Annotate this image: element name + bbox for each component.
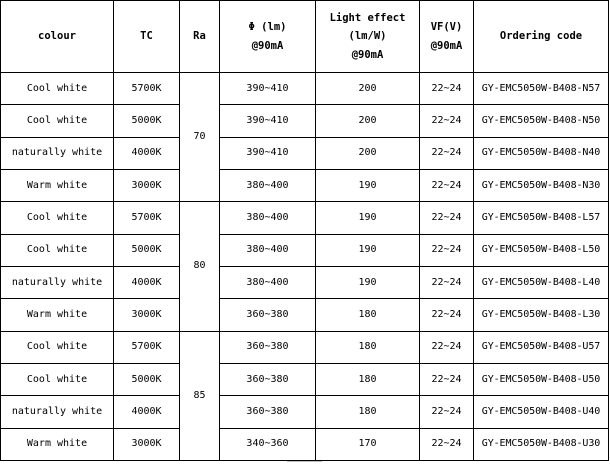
cell-vf: 22~24 [420, 169, 474, 201]
table-row [1, 299, 609, 331]
cell-colour: naturally white [1, 266, 114, 298]
cell-ordering-code: GY-EMC5050W-B408-L30 [474, 299, 609, 331]
cell-colour: naturally white [1, 137, 114, 169]
cell-ordering-code: GY-EMC5050W-B408-N50 [474, 105, 609, 137]
cell-colour: Cool white [1, 202, 114, 234]
cell-effect: 180 [316, 363, 420, 395]
cell-effect: 200 [316, 137, 420, 169]
cell-flux: 360~380 [220, 331, 316, 363]
cell-tc: 3000K [114, 299, 180, 331]
cell-effect: 170 [316, 428, 420, 460]
cell-ordering-code: GY-EMC5050W-B408-U30 [474, 428, 609, 460]
cell-colour: Cool white [1, 331, 114, 363]
cell-tc: 4000K [114, 396, 180, 428]
cell-tc: 3000K [114, 169, 180, 201]
cell-flux: 340~360 [220, 428, 316, 460]
table-row [1, 105, 609, 137]
cell-tc: 5000K [114, 363, 180, 395]
cell-ra: 85 [180, 331, 220, 460]
cell-colour: Cool white [1, 105, 114, 137]
cell-flux: 380~400 [220, 169, 316, 201]
cell-colour: Warm white [1, 169, 114, 201]
cell-tc: 3000K [114, 428, 180, 460]
cell-ordering-code: GY-EMC5050W-B408-N57 [474, 73, 609, 105]
cell-vf: 22~24 [420, 396, 474, 428]
header-vf: VF(V) @90mA [420, 1, 474, 73]
table-row [1, 137, 609, 169]
cell-vf: 22~24 [420, 299, 474, 331]
cell-effect: 200 [316, 73, 420, 105]
cell-colour: Cool white [1, 73, 114, 105]
cell-tc: 5000K [114, 234, 180, 266]
table-row [1, 266, 609, 298]
cell-ra: 80 [180, 202, 220, 331]
cell-tc: 4000K [114, 137, 180, 169]
cell-flux: 380~400 [220, 202, 316, 234]
cell-tc: 5700K [114, 331, 180, 363]
cell-effect: 180 [316, 331, 420, 363]
cell-effect: 190 [316, 169, 420, 201]
table-row [1, 363, 609, 395]
cell-flux: 360~380 [220, 363, 316, 395]
cell-vf: 22~24 [420, 73, 474, 105]
cell-vf: 22~24 [420, 137, 474, 169]
table-row [1, 234, 609, 266]
cell-flux: 380~400 [220, 266, 316, 298]
cell-ordering-code: GY-EMC5050W-B408-L50 [474, 234, 609, 266]
table-edge-fragment [287, 461, 322, 465]
cell-tc: 4000K [114, 266, 180, 298]
cell-flux: 360~380 [220, 299, 316, 331]
cell-flux: 380~400 [220, 234, 316, 266]
header-light-effect: Light effect (lm/W) @90mA [316, 1, 420, 73]
cell-ordering-code: GY-EMC5050W-B408-N40 [474, 137, 609, 169]
cell-colour: naturally white [1, 396, 114, 428]
cell-ordering-code: GY-EMC5050W-B408-U40 [474, 396, 609, 428]
header-row [1, 1, 609, 73]
cell-vf: 22~24 [420, 234, 474, 266]
cell-tc: 5700K [114, 73, 180, 105]
header-colour: colour [1, 1, 114, 73]
cell-colour: Warm white [1, 299, 114, 331]
cell-ordering-code: GY-EMC5050W-B408-N30 [474, 169, 609, 201]
header-flux: Φ (lm) @90mA [220, 1, 316, 73]
header-ordering-code: Ordering code [474, 1, 609, 73]
table-row [1, 169, 609, 201]
cell-flux: 390~410 [220, 105, 316, 137]
cell-ordering-code: GY-EMC5050W-B408-L57 [474, 202, 609, 234]
cell-tc: 5000K [114, 105, 180, 137]
cell-colour: Warm white [1, 428, 114, 460]
cell-ordering-code: GY-EMC5050W-B408-U57 [474, 331, 609, 363]
cell-effect: 180 [316, 299, 420, 331]
cell-effect: 190 [316, 234, 420, 266]
cell-vf: 22~24 [420, 363, 474, 395]
cell-colour: Cool white [1, 234, 114, 266]
table-row [1, 396, 609, 428]
cell-ordering-code: GY-EMC5050W-B408-L40 [474, 266, 609, 298]
cell-effect: 180 [316, 396, 420, 428]
cell-effect: 200 [316, 105, 420, 137]
cell-colour: Cool white [1, 363, 114, 395]
cell-flux: 390~410 [220, 73, 316, 105]
cell-flux: 390~410 [220, 137, 316, 169]
cell-vf: 22~24 [420, 202, 474, 234]
table-row [1, 202, 609, 234]
cell-vf: 22~24 [420, 331, 474, 363]
cell-flux: 360~380 [220, 396, 316, 428]
table-row [1, 331, 609, 363]
header-ra: Ra [180, 1, 220, 73]
header-tc: TC [114, 1, 180, 73]
table-row [1, 428, 609, 460]
cell-vf: 22~24 [420, 428, 474, 460]
cell-vf: 22~24 [420, 105, 474, 137]
cell-tc: 5700K [114, 202, 180, 234]
cell-effect: 190 [316, 266, 420, 298]
cell-effect: 190 [316, 202, 420, 234]
cell-vf: 22~24 [420, 266, 474, 298]
table-row [1, 73, 609, 105]
cell-ra: 70 [180, 73, 220, 202]
cell-ordering-code: GY-EMC5050W-B408-U50 [474, 363, 609, 395]
